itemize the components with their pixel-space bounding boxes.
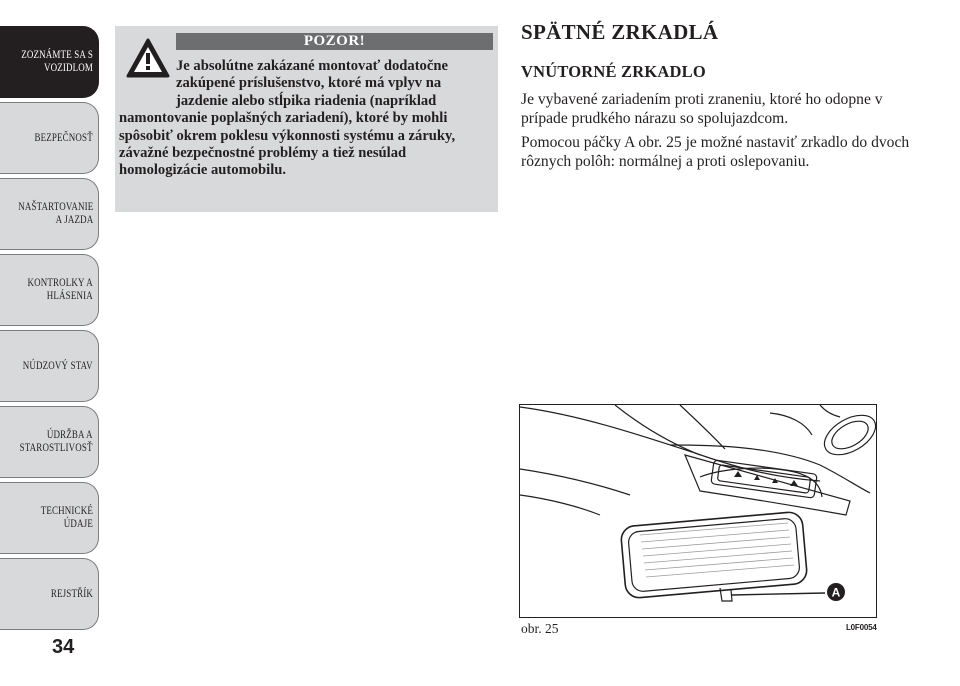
mirror-illustration	[520, 405, 877, 618]
section-title: SPÄTNÉ ZRKADLÁ	[521, 20, 719, 44]
figure-caption: obr. 25	[521, 621, 559, 636]
page-number: 34	[52, 636, 75, 658]
tab-udrzba-a-starostlivost[interactable]	[0, 406, 99, 478]
tab-label: KONTROLKY A HLÁSENIA	[27, 277, 93, 302]
tab-zoznamte-sa-s-vozidlom[interactable]	[0, 26, 99, 98]
tab-label: ZOZNÁMTE SA S VOZIDLOM	[21, 49, 93, 74]
tab-technicke-udaje[interactable]	[0, 482, 99, 554]
tab-nastartovanie-a-jazda[interactable]	[0, 178, 99, 250]
warning-heading: POZOR!	[176, 33, 493, 50]
warning-box	[115, 26, 498, 212]
warning-text: Je absolútne zakázané montovať dodatočne zakúpené príslušenstvo, ktoré má vplyv na jazdenie alebo stĺpika riadenia (napríklad namontovanie poplašných zariadení), ktoré by mohli spôsobiť okrem poklesu výkonnosti systému a záruky, závažné bezpečnostné problémy a tiež nesúlad homologizácie automobilu.	[119, 58, 456, 179]
section-subtitle: VNÚTORNÉ ZRKADLO	[521, 62, 706, 81]
figure-rearview-mirror	[519, 404, 877, 618]
tab-nudzovy-stav[interactable]	[0, 330, 99, 402]
callout-label: A	[831, 585, 841, 600]
tab-label: ÚDRŽBA A STAROSTLIVOSŤ	[19, 429, 93, 454]
tab-label: NÚDZOVÝ STAV	[22, 359, 93, 372]
tab-kontrolky-a-hlasenia[interactable]	[0, 254, 99, 326]
tab-label: REJSTŘÍK	[50, 587, 93, 600]
tab-label: TECHNICKÉ ÚDAJE	[40, 505, 93, 530]
tab-label: BEZPEČNOSŤ	[34, 131, 93, 144]
paragraph-2: Pomocou páčky A obr. 25 je možné nastaviť zrkadlo do dvoch rôznych polôh: normálnej a proti oslepovaniu.	[521, 134, 910, 170]
paragraph-1: Je vybavené zariadením proti zraneniu, ktoré ho odopne v prípade prudkého nárazu so spolujazdcom.	[521, 91, 883, 127]
tab-label: NAŠTARTOVANIE A JAZDA	[17, 201, 93, 226]
tab-rejstrik[interactable]	[0, 558, 99, 630]
tab-bezpecnost[interactable]	[0, 102, 99, 174]
figure-code: L0F0054	[846, 623, 877, 632]
